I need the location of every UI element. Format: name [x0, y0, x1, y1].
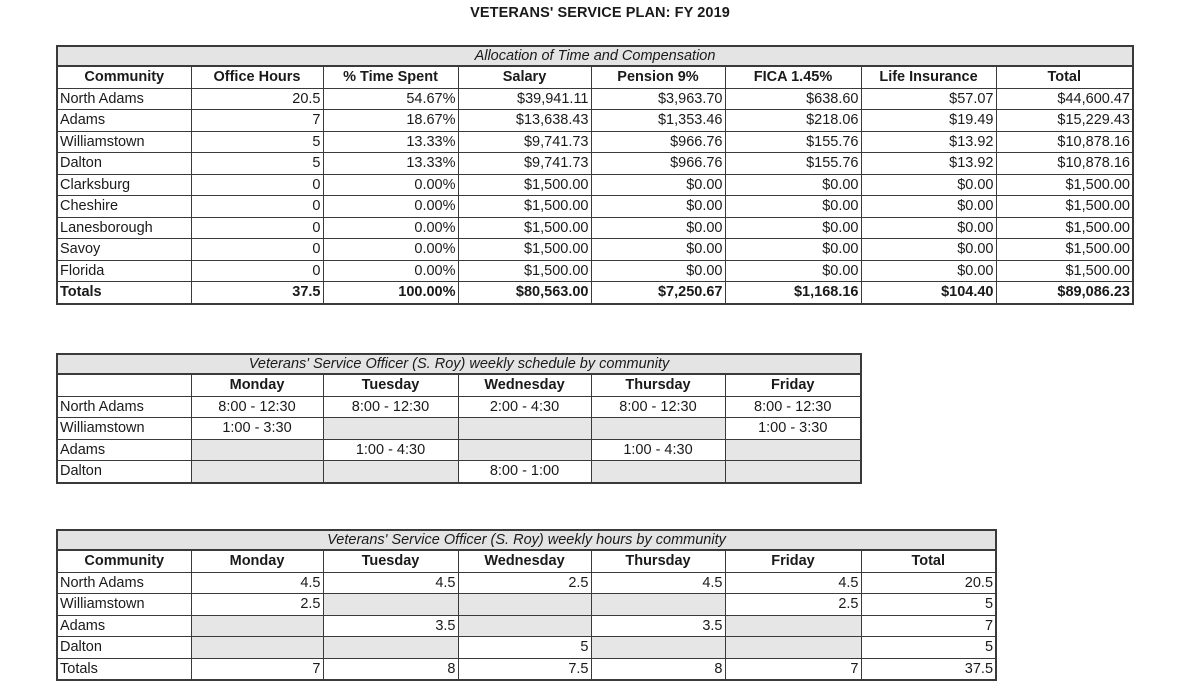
value-cell: 8 — [591, 658, 725, 680]
value-cell: $0.00 — [725, 196, 861, 218]
value-cell: $0.00 — [725, 174, 861, 196]
value-cell: 0 — [191, 239, 323, 261]
table-row — [57, 594, 996, 616]
column-header-monday: Monday — [191, 374, 323, 396]
value-cell: 2.5 — [191, 594, 323, 616]
column-header-time-spent: % Time Spent — [323, 66, 458, 88]
column-header-office-hours: Office Hours — [191, 66, 323, 88]
column-header-wednesday: Wednesday — [458, 550, 591, 572]
value-cell: $39,941.11 — [458, 88, 591, 110]
column-header-total: Total — [996, 66, 1133, 88]
empty-cell — [191, 461, 323, 483]
empty-cell — [591, 637, 725, 659]
value-cell: 37.5 — [861, 658, 996, 680]
table-row — [57, 174, 1133, 196]
community-name: North Adams — [57, 88, 191, 110]
column-header-friday: Friday — [725, 374, 861, 396]
value-cell: $1,500.00 — [996, 196, 1133, 218]
empty-cell — [191, 439, 323, 461]
value-cell: 0.00% — [323, 239, 458, 261]
value-cell: $0.00 — [591, 260, 725, 282]
empty-cell — [591, 594, 725, 616]
column-header-blank — [57, 374, 191, 396]
empty-cell — [323, 461, 458, 483]
value-cell: 2.5 — [725, 594, 861, 616]
column-header-pension: Pension 9% — [591, 66, 725, 88]
value-cell: $1,500.00 — [996, 260, 1133, 282]
value-cell: $218.06 — [725, 110, 861, 132]
value-cell: 100.00% — [323, 282, 458, 304]
empty-cell — [591, 418, 725, 440]
value-cell: 1:00 - 3:30 — [191, 418, 323, 440]
value-cell: $1,500.00 — [996, 217, 1133, 239]
community-name: Williamstown — [57, 418, 191, 440]
value-cell: $13.92 — [861, 153, 996, 175]
value-cell: 2.5 — [458, 572, 591, 594]
value-cell: 1:00 - 4:30 — [323, 439, 458, 461]
value-cell: $0.00 — [861, 196, 996, 218]
value-cell: 5 — [458, 637, 591, 659]
value-cell: 0.00% — [323, 260, 458, 282]
value-cell: 8:00 - 12:30 — [191, 396, 323, 418]
value-cell: $1,500.00 — [458, 260, 591, 282]
schedule-banner-row — [57, 354, 861, 374]
value-cell: 1:00 - 3:30 — [725, 418, 861, 440]
value-cell: $1,353.46 — [591, 110, 725, 132]
value-cell: 18.67% — [323, 110, 458, 132]
table-row — [57, 217, 1133, 239]
empty-cell — [591, 461, 725, 483]
empty-cell — [191, 615, 323, 637]
community-name: Dalton — [57, 461, 191, 483]
table-row — [57, 439, 861, 461]
empty-cell — [323, 637, 458, 659]
table-row — [57, 418, 861, 440]
community-name: Adams — [57, 439, 191, 461]
value-cell: $7,250.67 — [591, 282, 725, 304]
community-name: Williamstown — [57, 594, 191, 616]
value-cell: $0.00 — [725, 239, 861, 261]
empty-cell — [323, 418, 458, 440]
value-cell: 5 — [191, 153, 323, 175]
value-cell: 8:00 - 1:00 — [458, 461, 591, 483]
value-cell: 4.5 — [323, 572, 458, 594]
value-cell: 5 — [861, 637, 996, 659]
column-header-community: Community — [57, 66, 191, 88]
value-cell: 20.5 — [861, 572, 996, 594]
value-cell: $0.00 — [861, 217, 996, 239]
value-cell: 5 — [861, 594, 996, 616]
column-header-community: Community — [57, 550, 191, 572]
value-cell: 8 — [323, 658, 458, 680]
value-cell: 7.5 — [458, 658, 591, 680]
empty-cell — [323, 594, 458, 616]
empty-cell — [725, 439, 861, 461]
value-cell: 3.5 — [591, 615, 725, 637]
empty-cell — [725, 615, 861, 637]
totals-row — [57, 658, 996, 680]
table-row — [57, 239, 1133, 261]
schedule-header-row — [57, 374, 861, 396]
value-cell: $9,741.73 — [458, 153, 591, 175]
community-name: Florida — [57, 260, 191, 282]
value-cell: 1:00 - 4:30 — [591, 439, 725, 461]
empty-cell — [458, 439, 591, 461]
community-name: Savoy — [57, 239, 191, 261]
value-cell: 0.00% — [323, 217, 458, 239]
value-cell: 5 — [191, 131, 323, 153]
value-cell: 37.5 — [191, 282, 323, 304]
value-cell: $13.92 — [861, 131, 996, 153]
allocation-banner-row — [57, 46, 1133, 66]
column-header-thursday: Thursday — [591, 374, 725, 396]
hours-header-row — [57, 550, 996, 572]
value-cell: $0.00 — [725, 260, 861, 282]
table-row — [57, 396, 861, 418]
value-cell: $0.00 — [861, 260, 996, 282]
value-cell: $1,500.00 — [458, 217, 591, 239]
value-cell: $0.00 — [591, 239, 725, 261]
value-cell: 4.5 — [725, 572, 861, 594]
value-cell: $0.00 — [861, 239, 996, 261]
value-cell: $0.00 — [591, 217, 725, 239]
community-name: Dalton — [57, 153, 191, 175]
value-cell: 7 — [725, 658, 861, 680]
value-cell: $1,500.00 — [458, 239, 591, 261]
community-name: Totals — [57, 658, 191, 680]
table-row — [57, 88, 1133, 110]
community-name: North Adams — [57, 396, 191, 418]
hours-banner-row — [57, 530, 996, 550]
value-cell: 7 — [191, 658, 323, 680]
value-cell: $57.07 — [861, 88, 996, 110]
empty-cell — [458, 418, 591, 440]
community-name: Clarksburg — [57, 174, 191, 196]
table-row — [57, 572, 996, 594]
value-cell: $89,086.23 — [996, 282, 1133, 304]
value-cell: 7 — [861, 615, 996, 637]
value-cell: $638.60 — [725, 88, 861, 110]
value-cell: $10,878.16 — [996, 153, 1133, 175]
empty-cell — [725, 461, 861, 483]
empty-cell — [458, 594, 591, 616]
value-cell: 4.5 — [591, 572, 725, 594]
value-cell: 0 — [191, 196, 323, 218]
value-cell: $966.76 — [591, 153, 725, 175]
empty-cell — [458, 615, 591, 637]
allocation-header-row — [57, 66, 1133, 88]
value-cell: 20.5 — [191, 88, 323, 110]
community-name: Lanesborough — [57, 217, 191, 239]
column-header-monday: Monday — [191, 550, 323, 572]
community-name: Adams — [57, 615, 191, 637]
community-name: Cheshire — [57, 196, 191, 218]
value-cell: 2:00 - 4:30 — [458, 396, 591, 418]
value-cell: 0 — [191, 217, 323, 239]
community-name: Adams — [57, 110, 191, 132]
value-cell: 0 — [191, 174, 323, 196]
community-name: Totals — [57, 282, 191, 304]
table-row — [57, 110, 1133, 132]
value-cell: $3,963.70 — [591, 88, 725, 110]
value-cell: $966.76 — [591, 131, 725, 153]
value-cell: $104.40 — [861, 282, 996, 304]
value-cell: 0.00% — [323, 174, 458, 196]
allocation-table — [56, 45, 1134, 305]
column-header-tuesday: Tuesday — [323, 550, 458, 572]
value-cell: $1,500.00 — [996, 239, 1133, 261]
value-cell: $15,229.43 — [996, 110, 1133, 132]
column-header-thursday: Thursday — [591, 550, 725, 572]
value-cell: $13,638.43 — [458, 110, 591, 132]
value-cell: $9,741.73 — [458, 131, 591, 153]
table-row — [57, 153, 1133, 175]
table-row — [57, 615, 996, 637]
value-cell: 0 — [191, 260, 323, 282]
column-header-tuesday: Tuesday — [323, 374, 458, 396]
value-cell: 4.5 — [191, 572, 323, 594]
community-name: Dalton — [57, 637, 191, 659]
value-cell: $0.00 — [725, 217, 861, 239]
column-header-salary: Salary — [458, 66, 591, 88]
community-name: North Adams — [57, 572, 191, 594]
value-cell: $1,168.16 — [725, 282, 861, 304]
value-cell: $1,500.00 — [458, 196, 591, 218]
column-header-fica: FICA 1.45% — [725, 66, 861, 88]
column-header-life-insurance: Life Insurance — [861, 66, 996, 88]
value-cell: $0.00 — [591, 196, 725, 218]
value-cell: $10,878.16 — [996, 131, 1133, 153]
value-cell: $1,500.00 — [458, 174, 591, 196]
table-row — [57, 461, 861, 483]
value-cell: $80,563.00 — [458, 282, 591, 304]
value-cell: $155.76 — [725, 153, 861, 175]
value-cell: $0.00 — [591, 174, 725, 196]
table-row — [57, 260, 1133, 282]
column-header-friday: Friday — [725, 550, 861, 572]
empty-cell — [725, 637, 861, 659]
column-header-wednesday: Wednesday — [458, 374, 591, 396]
empty-cell — [191, 637, 323, 659]
value-cell: 3.5 — [323, 615, 458, 637]
table-row — [57, 637, 996, 659]
value-cell: 13.33% — [323, 131, 458, 153]
value-cell: $155.76 — [725, 131, 861, 153]
value-cell: $44,600.47 — [996, 88, 1133, 110]
allocation-banner: Allocation of Time and Compensation — [57, 46, 1133, 66]
totals-row — [57, 282, 1133, 304]
community-name: Williamstown — [57, 131, 191, 153]
value-cell: $0.00 — [861, 174, 996, 196]
table-row — [57, 131, 1133, 153]
value-cell: 7 — [191, 110, 323, 132]
page-title: VETERANS' SERVICE PLAN: FY 2019 — [470, 5, 730, 21]
value-cell: 8:00 - 12:30 — [591, 396, 725, 418]
hours-table — [56, 529, 997, 681]
value-cell: $19.49 — [861, 110, 996, 132]
value-cell: 13.33% — [323, 153, 458, 175]
schedule-banner: Veterans' Service Officer (S. Roy) weekly schedule by community — [57, 354, 861, 374]
schedule-table — [56, 353, 862, 484]
value-cell: 8:00 - 12:30 — [323, 396, 458, 418]
value-cell: 54.67% — [323, 88, 458, 110]
hours-banner: Veterans' Service Officer (S. Roy) weekly hours by community — [57, 530, 996, 550]
value-cell: $1,500.00 — [996, 174, 1133, 196]
value-cell: 8:00 - 12:30 — [725, 396, 861, 418]
column-header-total: Total — [861, 550, 996, 572]
table-row — [57, 196, 1133, 218]
value-cell: 0.00% — [323, 196, 458, 218]
